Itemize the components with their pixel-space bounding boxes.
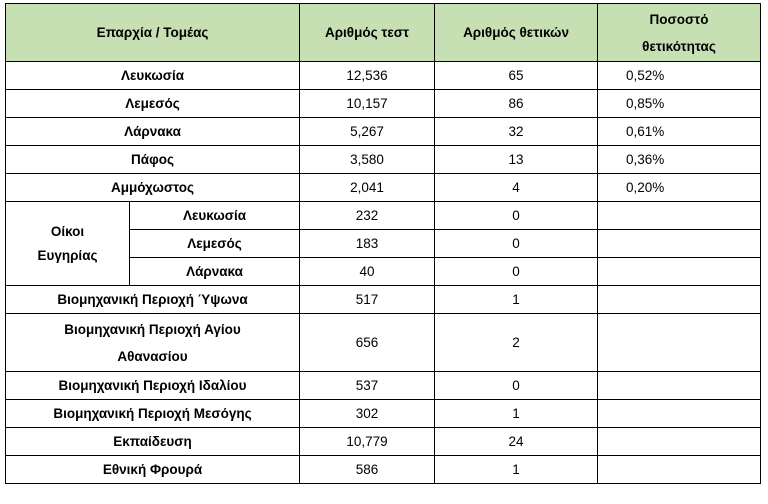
sector-tests: 537 xyxy=(300,372,435,400)
sector-positives: 1 xyxy=(435,456,598,484)
row-tests: 2,041 xyxy=(300,174,435,202)
header-positives: Αριθμός θετικών xyxy=(435,4,598,62)
testing-results-table xyxy=(5,3,761,484)
sector-rate-empty xyxy=(598,428,761,456)
sector-rate-empty xyxy=(598,456,761,484)
row-name: Λεμεσός xyxy=(6,90,300,118)
sector-tests: 586 xyxy=(300,456,435,484)
row-rate: 0,85% xyxy=(598,90,761,118)
sector-rate-empty xyxy=(598,286,761,314)
sector-tests: 10,779 xyxy=(300,428,435,456)
sector-name: Βιομηχανική Περιοχή Μεσόγης xyxy=(6,400,300,428)
care-home-positives: 0 xyxy=(435,202,598,230)
table-row xyxy=(6,146,761,174)
care-home-row xyxy=(6,202,761,230)
header-region: Επαρχία / Τομέας xyxy=(6,4,300,62)
sector-tests: 302 xyxy=(300,400,435,428)
sector-row xyxy=(6,428,761,456)
sector-name: Βιομηχανική Περιοχή Ιδαλίου xyxy=(6,372,300,400)
table-row xyxy=(6,90,761,118)
row-rate: 0,61% xyxy=(598,118,761,146)
care-home-positives: 0 xyxy=(435,258,598,286)
row-tests: 10,157 xyxy=(300,90,435,118)
table-row xyxy=(6,174,761,202)
row-tests: 3,580 xyxy=(300,146,435,174)
row-name: Λάρνακα xyxy=(6,118,300,146)
header-rate-line2: θετικότητας xyxy=(642,38,716,54)
testing-table-container xyxy=(5,3,761,484)
care-home-name: Λάρνακα xyxy=(130,258,300,286)
table-row xyxy=(6,118,761,146)
header-rate-line1: Ποσοστό xyxy=(649,11,709,27)
sector-positives: 24 xyxy=(435,428,598,456)
sector-positives: 0 xyxy=(435,372,598,400)
care-home-name: Λευκωσία xyxy=(130,202,300,230)
sector-rate-empty xyxy=(598,372,761,400)
row-positives: 65 xyxy=(435,62,598,90)
care-home-positives: 0 xyxy=(435,230,598,258)
row-tests: 5,267 xyxy=(300,118,435,146)
row-positives: 4 xyxy=(435,174,598,202)
sector-name: Εκπαίδευση xyxy=(6,428,300,456)
care-home-rate-empty xyxy=(598,202,761,230)
sector-tests: 517 xyxy=(300,286,435,314)
care-home-name: Λεμεσός xyxy=(130,230,300,258)
row-positives: 32 xyxy=(435,118,598,146)
care-home-rate-empty xyxy=(598,230,761,258)
row-tests: 12,536 xyxy=(300,62,435,90)
sector-name-line2: Αθανασίου xyxy=(117,348,188,364)
row-rate: 0,36% xyxy=(598,146,761,174)
care-home-tests: 40 xyxy=(300,258,435,286)
sector-name xyxy=(6,314,300,372)
row-name: Πάφος xyxy=(6,146,300,174)
sector-rate-empty xyxy=(598,314,761,372)
care-home-tests: 232 xyxy=(300,202,435,230)
header-row xyxy=(6,4,761,62)
sector-name-line1: Βιομηχανική Περιοχή Αγίου xyxy=(64,321,241,337)
sector-rate-empty xyxy=(598,400,761,428)
header-tests: Αριθμός τεστ xyxy=(300,4,435,62)
sector-positives: 1 xyxy=(435,286,598,314)
care-homes-label xyxy=(6,202,130,286)
sector-positives: 1 xyxy=(435,400,598,428)
care-home-rate-empty xyxy=(598,258,761,286)
care-home-tests: 183 xyxy=(300,230,435,258)
row-positives: 86 xyxy=(435,90,598,118)
sector-positives: 2 xyxy=(435,314,598,372)
row-rate: 0,20% xyxy=(598,174,761,202)
row-name: Αμμόχωστος xyxy=(6,174,300,202)
table-row xyxy=(6,62,761,90)
sector-name: Βιομηχανική Περιοχή Ύψωνα xyxy=(6,286,300,314)
sector-row xyxy=(6,400,761,428)
row-name: Λευκωσία xyxy=(6,62,300,90)
sector-row xyxy=(6,286,761,314)
sector-name: Εθνική Φρουρά xyxy=(6,456,300,484)
header-rate xyxy=(598,4,761,62)
care-homes-label-line1: Οίκοι xyxy=(50,223,85,239)
sector-row xyxy=(6,372,761,400)
sector-row xyxy=(6,314,761,372)
sector-tests: 656 xyxy=(300,314,435,372)
row-rate: 0,52% xyxy=(598,62,761,90)
row-positives: 13 xyxy=(435,146,598,174)
sector-row xyxy=(6,456,761,484)
care-homes-label-line2: Ευγηρίας xyxy=(37,247,98,263)
